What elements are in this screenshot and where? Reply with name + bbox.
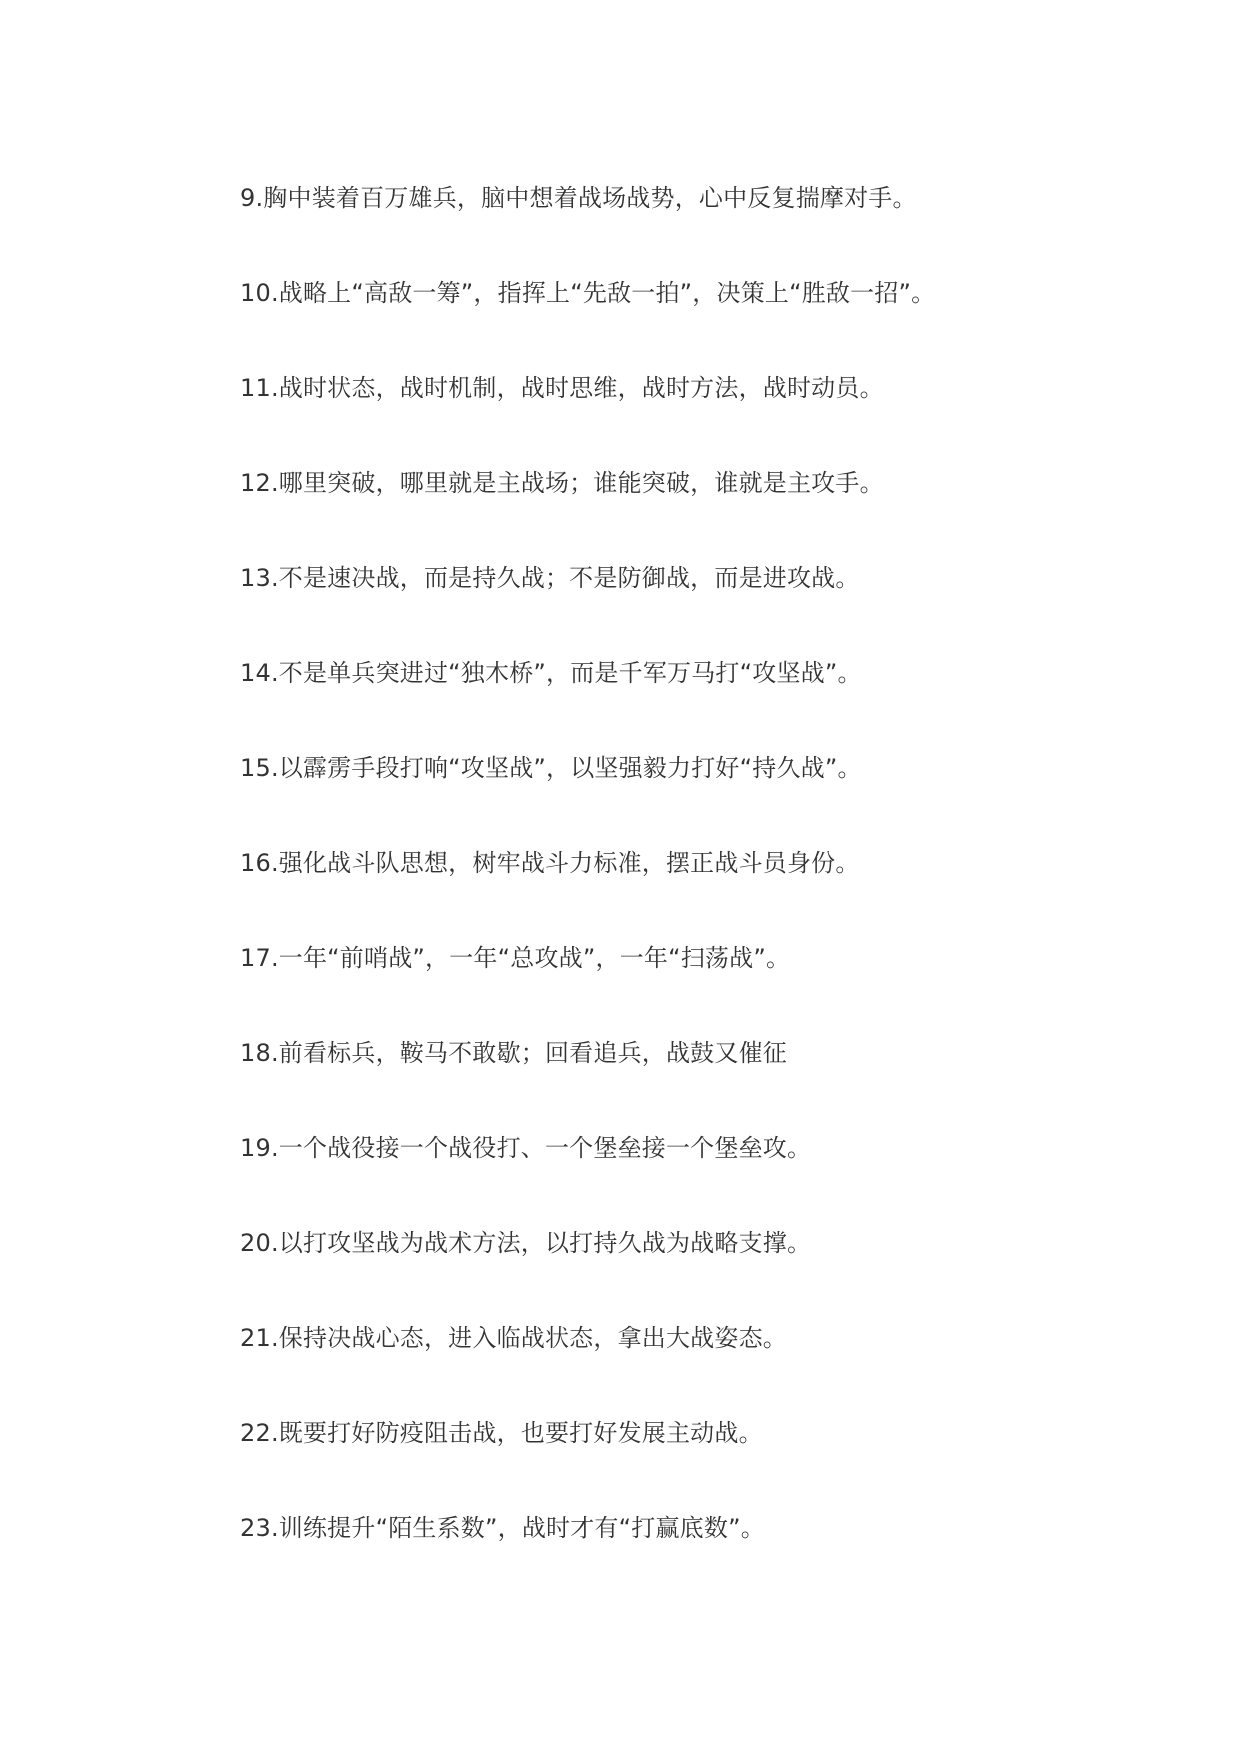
list-item: 21.保持决战心态，进入临战状态，拿出大战姿态。 — [240, 1324, 787, 1352]
list-item: 13.不是速决战，而是持久战；不是防御战，而是进攻战。 — [240, 564, 860, 592]
list-item: 19.一个战役接一个战役打、一个堡垒接一个堡垒攻。 — [240, 1134, 812, 1162]
list-item: 9.胸中装着百万雄兵，脑中想着战场战势，心中反复揣摩对手。 — [240, 184, 917, 212]
list-item: 16.强化战斗队思想，树牢战斗力标准，摆正战斗员身份。 — [240, 849, 860, 877]
numbered-list — [240, 178, 1200, 1603]
list-item: 12.哪里突破，哪里就是主战场；谁能突破，谁就是主攻手。 — [240, 469, 884, 497]
list-item: 20.以打攻坚战为战术方法，以打持久战为战略支撑。 — [240, 1229, 812, 1257]
list-item: 23.训练提升“陌生系数”，战时才有“打赢底数”。 — [240, 1514, 765, 1542]
list-item: 10.战略上“高敌一筹”，指挥上“先敌一拍”，决策上“胜敌一招”。 — [240, 279, 936, 307]
list-item: 18.前看标兵，鞍马不敢歇；回看追兵，战鼓又催征 — [240, 1039, 787, 1067]
list-item: 15.以霹雳手段打响“攻坚战”，以坚强毅力打好“持久战”。 — [240, 754, 862, 782]
list-item: 11.战时状态，战时机制，战时思维，战时方法，战时动员。 — [240, 374, 884, 402]
list-item: 14.不是单兵突进过“独木桥”，而是千军万马打“攻坚战”。 — [240, 659, 862, 687]
list-item: 17.一年“前哨战”，一年“总攻战”，一年“扫荡战”。 — [240, 944, 791, 972]
list-item: 22.既要打好防疫阻击战，也要打好发展主动战。 — [240, 1419, 763, 1447]
